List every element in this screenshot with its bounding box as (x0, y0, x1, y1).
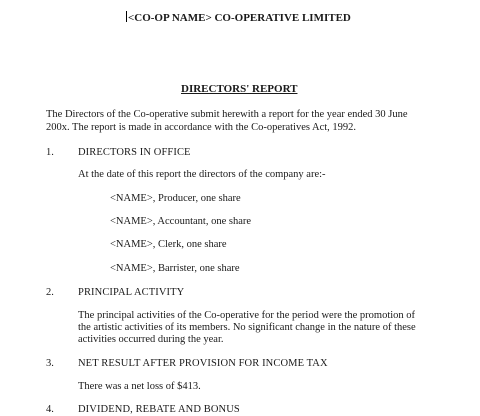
director-item: <NAME>, Barrister, one share (110, 263, 240, 274)
section-number: 3. (46, 358, 54, 369)
director-item: <NAME>, Accountant, one share (110, 216, 252, 227)
section-heading: NET RESULT AFTER PROVISION FOR INCOME TAX (78, 358, 328, 369)
report-title: DIRECTORS' REPORT (181, 83, 298, 95)
section-number: 1. (46, 147, 54, 158)
intro-line-2: 200x. The report is made in accordance with the Co-operatives Act, 1992. (46, 122, 357, 133)
paragraph-line: the artistic activities of its members. No significant change in the nature of these (78, 322, 416, 333)
section-text: At the date of this report the directors of the company are:- (78, 169, 326, 180)
text-cursor (126, 11, 127, 22)
section-heading: PRINCIPAL ACTIVITY (78, 287, 185, 298)
section-text: There was a net loss of $413. (78, 381, 201, 392)
section-heading: DIRECTORS IN OFFICE (78, 147, 191, 158)
director-item: <NAME>, Clerk, one share (110, 239, 227, 250)
section-heading: DIVIDEND, REBATE AND BONUS (78, 404, 240, 415)
section-number: 4. (46, 404, 54, 415)
section-number: 2. (46, 287, 54, 298)
paragraph-line: activities occurred during the year. (78, 334, 224, 345)
document-title (126, 11, 351, 25)
director-item: <NAME>, Producer, one share (110, 193, 241, 204)
document-title-text: <CO-OP NAME> CO-OPERATIVE LIMITED (128, 12, 351, 24)
paragraph-line: The principal activities of the Co-operative for the period were the promotion of (78, 310, 416, 321)
intro-line-1: The Directors of the Co-operative submit herewith a report for the year ended 30 June (46, 109, 408, 120)
